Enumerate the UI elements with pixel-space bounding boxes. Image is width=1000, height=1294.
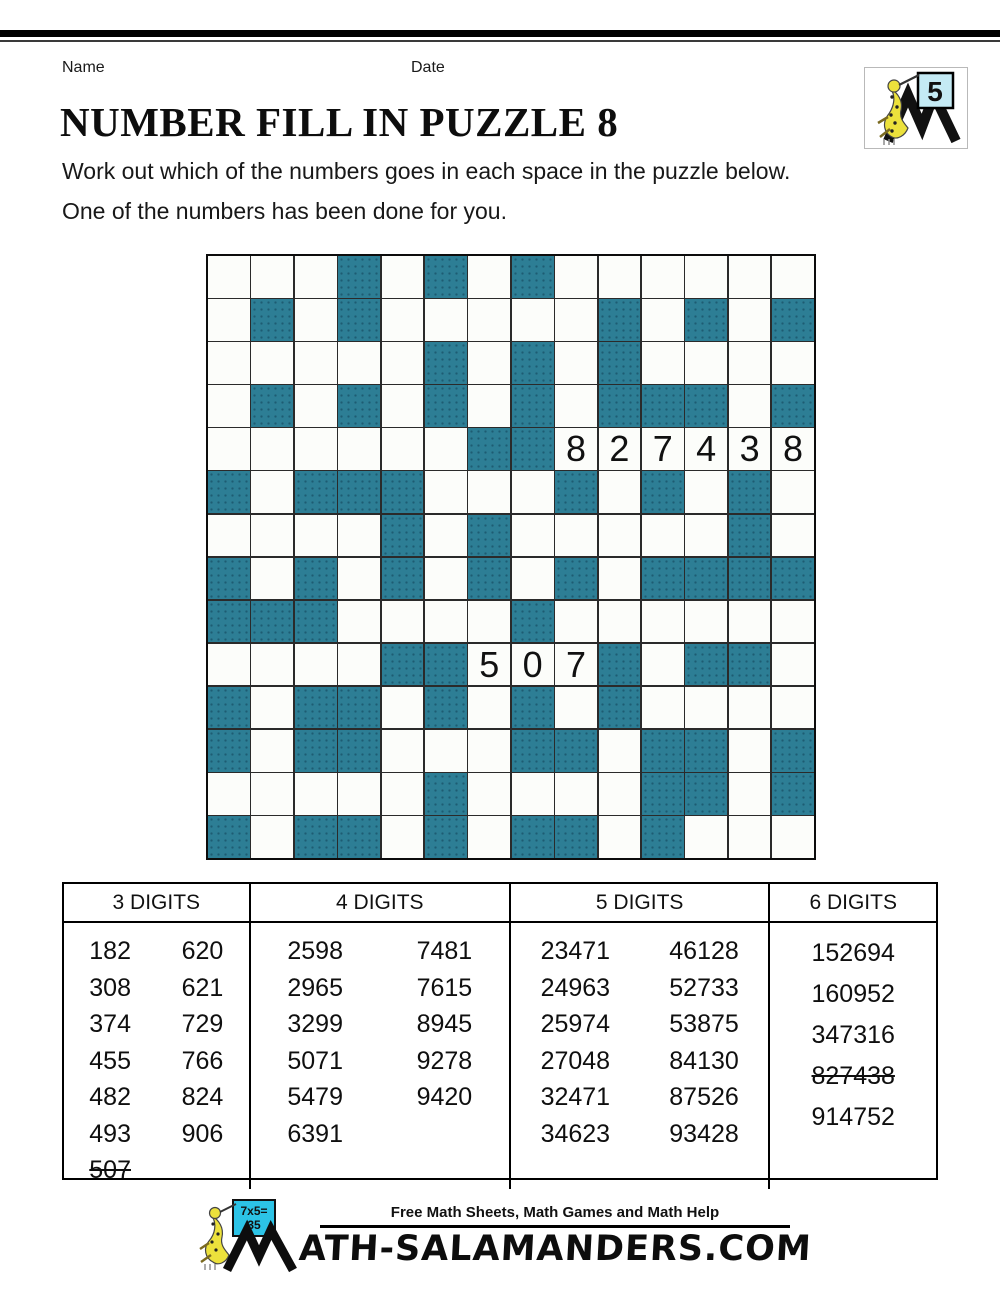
bank-sublist bbox=[251, 933, 380, 1189]
grid-cell bbox=[555, 256, 597, 298]
grid-cell bbox=[512, 471, 554, 513]
bank-number: 507 bbox=[89, 1156, 131, 1184]
footer-divider bbox=[320, 1225, 790, 1228]
grid-cell bbox=[468, 299, 510, 341]
badge-number: 5 bbox=[927, 76, 943, 107]
number-bank-body-row bbox=[64, 923, 936, 1189]
bank-column bbox=[64, 923, 249, 1189]
grid-cell: 3 bbox=[729, 428, 771, 470]
grid-cell bbox=[729, 342, 771, 384]
grid-cell-blocked bbox=[208, 601, 250, 643]
grid-cell bbox=[295, 256, 337, 298]
grid-cell bbox=[772, 644, 814, 686]
bank-number: 46128 bbox=[669, 937, 739, 965]
footer-board-line2: 35 bbox=[246, 1218, 261, 1232]
grid-cell-blocked bbox=[729, 644, 771, 686]
grid-cell-blocked bbox=[338, 299, 380, 341]
grid-cell bbox=[425, 299, 467, 341]
grid-cell bbox=[425, 471, 467, 513]
bank-number: 182 bbox=[89, 937, 131, 965]
grid-cell: 8 bbox=[772, 428, 814, 470]
grid-cell bbox=[382, 816, 424, 858]
grid-cell bbox=[251, 773, 293, 815]
grid-cell-blocked bbox=[425, 342, 467, 384]
grid-cell bbox=[382, 730, 424, 772]
bank-number: 824 bbox=[181, 1083, 224, 1111]
footer-board-line1: 7x5= bbox=[240, 1204, 268, 1218]
grid-cell bbox=[208, 256, 250, 298]
grid-cell-blocked bbox=[425, 644, 467, 686]
bank-number: 25974 bbox=[540, 1010, 611, 1038]
bank-number: 7481 bbox=[416, 937, 473, 965]
grid-cell-blocked bbox=[772, 730, 814, 772]
bank-number: 2965 bbox=[287, 973, 343, 1002]
grid-cell-blocked bbox=[512, 342, 554, 384]
grid-cell bbox=[512, 299, 554, 341]
grid-cell: 5 bbox=[468, 644, 510, 686]
grid-cell bbox=[338, 644, 380, 686]
grid-cell bbox=[295, 773, 337, 815]
date-label: Date bbox=[411, 59, 445, 76]
grid-cell-blocked bbox=[295, 601, 337, 643]
grid-cell-blocked bbox=[208, 471, 250, 513]
grid-cell-blocked bbox=[729, 471, 771, 513]
bank-number: 8945 bbox=[416, 1010, 473, 1038]
footer bbox=[0, 1198, 1000, 1274]
grid-cell bbox=[295, 385, 337, 427]
grid-cell bbox=[382, 256, 424, 298]
grid-cell bbox=[772, 342, 814, 384]
bank-number: 374 bbox=[89, 1010, 131, 1038]
bank-sublist bbox=[640, 933, 769, 1189]
bank-number: 152694 bbox=[811, 939, 895, 967]
grid-cell bbox=[295, 515, 337, 557]
grid-cell-blocked bbox=[338, 471, 380, 513]
grid-cell bbox=[468, 342, 510, 384]
grid-cell-blocked bbox=[295, 730, 337, 772]
bank-column bbox=[768, 923, 936, 1189]
grid-cell-blocked bbox=[338, 687, 380, 729]
grid-cell-blocked bbox=[512, 428, 554, 470]
grid-cell-blocked bbox=[555, 816, 597, 858]
grid-cell-blocked bbox=[338, 816, 380, 858]
grid-cell-blocked bbox=[338, 730, 380, 772]
grid-cell bbox=[382, 773, 424, 815]
bank-number: 5071 bbox=[287, 1046, 343, 1075]
bank-number: 766 bbox=[181, 1046, 224, 1075]
grid-cell bbox=[382, 687, 424, 729]
grid-cell-blocked bbox=[772, 385, 814, 427]
grid-cell-blocked bbox=[208, 558, 250, 600]
grid-cell bbox=[338, 515, 380, 557]
grid-cell bbox=[251, 342, 293, 384]
bank-number: 32471 bbox=[540, 1083, 611, 1111]
top-rule-thick bbox=[0, 30, 1000, 37]
bank-number: 2598 bbox=[287, 937, 343, 965]
grid-cell bbox=[555, 342, 597, 384]
grid-cell bbox=[729, 385, 771, 427]
grid-cell bbox=[208, 428, 250, 470]
grid-cell-blocked bbox=[642, 558, 684, 600]
puzzle-grid bbox=[206, 254, 816, 860]
bank-number: 914752 bbox=[811, 1103, 895, 1131]
grid-cell bbox=[642, 644, 684, 686]
grid-cell bbox=[729, 601, 771, 643]
grid-cell bbox=[685, 256, 727, 298]
grid-cell bbox=[772, 816, 814, 858]
grid-cell-blocked bbox=[599, 644, 641, 686]
grid-cell bbox=[468, 256, 510, 298]
grid-cell-blocked bbox=[772, 558, 814, 600]
bank-number: 24963 bbox=[540, 973, 611, 1002]
grid-cell bbox=[772, 471, 814, 513]
grid-cell bbox=[685, 601, 727, 643]
grid-cell-blocked bbox=[425, 773, 467, 815]
grid-cell-blocked bbox=[772, 773, 814, 815]
grid-cell bbox=[642, 299, 684, 341]
bank-number: 6391 bbox=[287, 1119, 343, 1148]
grid-cell bbox=[685, 816, 727, 858]
grid-cell-blocked bbox=[512, 601, 554, 643]
grid-cell-blocked bbox=[382, 471, 424, 513]
bank-sublist bbox=[64, 933, 156, 1189]
grid-cell bbox=[251, 558, 293, 600]
grid-cell bbox=[685, 342, 727, 384]
bank-number: 455 bbox=[89, 1046, 131, 1075]
bank-column-header: 5 DIGITS bbox=[509, 884, 768, 921]
footer-site-text: ATH-SALAMANDERS.COM bbox=[297, 1229, 813, 1269]
grid-cell bbox=[685, 515, 727, 557]
grid-cell-blocked bbox=[555, 558, 597, 600]
grid-cell-blocked bbox=[295, 471, 337, 513]
grid-cell-blocked bbox=[338, 256, 380, 298]
grid-cell bbox=[729, 256, 771, 298]
grid-cell bbox=[251, 816, 293, 858]
grid-cell bbox=[208, 515, 250, 557]
grid-cell-blocked bbox=[338, 385, 380, 427]
grid-cell-blocked bbox=[685, 558, 727, 600]
bank-column bbox=[509, 923, 768, 1189]
bank-number: 53875 bbox=[669, 1010, 739, 1038]
grid-cell bbox=[642, 256, 684, 298]
grid-cell bbox=[251, 256, 293, 298]
grid-cell-blocked bbox=[382, 644, 424, 686]
grid-cell bbox=[772, 256, 814, 298]
grid-cell bbox=[772, 687, 814, 729]
grid-cell bbox=[599, 471, 641, 513]
grid-cell-blocked bbox=[685, 773, 727, 815]
grid-cell-blocked bbox=[599, 687, 641, 729]
grid-cell-blocked bbox=[251, 601, 293, 643]
grid-cell bbox=[599, 730, 641, 772]
grid-cell bbox=[599, 773, 641, 815]
bank-number: 52733 bbox=[669, 973, 739, 1002]
bank-number: 9278 bbox=[416, 1046, 473, 1075]
grid-cell bbox=[425, 558, 467, 600]
grid-cell bbox=[599, 256, 641, 298]
bank-number: 3299 bbox=[287, 1010, 343, 1038]
grid-cell bbox=[382, 299, 424, 341]
grid-cell-blocked bbox=[599, 299, 641, 341]
grid-cell bbox=[382, 601, 424, 643]
bank-number: 9420 bbox=[416, 1083, 473, 1111]
grid-cell bbox=[555, 299, 597, 341]
grid-cell bbox=[468, 385, 510, 427]
page-title: NUMBER FILL IN PUZZLE 8 bbox=[60, 99, 619, 145]
grid-cell bbox=[685, 471, 727, 513]
grid-cell bbox=[208, 342, 250, 384]
grid-cell-blocked bbox=[685, 299, 727, 341]
instruction-line-1: Work out which of the numbers goes in each space in the puzzle below. bbox=[62, 158, 791, 184]
grid-cell: 0 bbox=[512, 644, 554, 686]
grid-cell bbox=[338, 773, 380, 815]
grid-cell bbox=[382, 342, 424, 384]
grid-cell bbox=[599, 816, 641, 858]
bank-number: 493 bbox=[89, 1119, 131, 1148]
grid-cell bbox=[642, 601, 684, 643]
bank-column-header: 6 DIGITS bbox=[768, 884, 936, 921]
grid-cell bbox=[295, 644, 337, 686]
bank-column bbox=[249, 923, 509, 1189]
grid-cell bbox=[251, 515, 293, 557]
grid-cell bbox=[642, 687, 684, 729]
grid-cell bbox=[468, 730, 510, 772]
grid-cell bbox=[295, 299, 337, 341]
grid-cell-blocked bbox=[208, 687, 250, 729]
grid-cell bbox=[338, 428, 380, 470]
grid-cell-blocked bbox=[382, 515, 424, 557]
grid-cell bbox=[208, 385, 250, 427]
name-label: Name bbox=[62, 59, 105, 76]
grid-cell-blocked bbox=[512, 730, 554, 772]
bank-number: 827438 bbox=[811, 1062, 895, 1090]
grid-cell bbox=[251, 644, 293, 686]
grid-cell: 8 bbox=[555, 428, 597, 470]
grid-cell bbox=[338, 558, 380, 600]
grid-cell bbox=[468, 816, 510, 858]
grid-cell bbox=[468, 471, 510, 513]
grid-cell bbox=[642, 515, 684, 557]
grid-cell bbox=[425, 730, 467, 772]
grid-cell bbox=[251, 471, 293, 513]
grid-cell-blocked bbox=[642, 730, 684, 772]
grid-cell: 2 bbox=[599, 428, 641, 470]
grid-cell-blocked bbox=[685, 730, 727, 772]
grid-cell-blocked bbox=[729, 515, 771, 557]
bank-number: 7615 bbox=[416, 973, 473, 1002]
grid-cell-blocked bbox=[642, 385, 684, 427]
instruction-line-2: One of the numbers has been done for you. bbox=[62, 198, 507, 224]
grid-cell: 4 bbox=[685, 428, 727, 470]
salamander-badge-logo bbox=[864, 67, 968, 149]
grid-cell bbox=[468, 601, 510, 643]
grid-cell bbox=[729, 730, 771, 772]
grid-cell bbox=[642, 342, 684, 384]
grid-cell bbox=[772, 515, 814, 557]
grid-cell-blocked bbox=[642, 773, 684, 815]
grid-cell-blocked bbox=[208, 816, 250, 858]
grid-cell bbox=[729, 816, 771, 858]
grid-cell-blocked bbox=[425, 816, 467, 858]
grid-cell-blocked bbox=[642, 816, 684, 858]
bank-number: 23471 bbox=[540, 937, 611, 965]
grid-cell bbox=[425, 601, 467, 643]
number-bank-table bbox=[62, 882, 938, 1184]
grid-cell-blocked bbox=[295, 687, 337, 729]
grid-cell bbox=[251, 687, 293, 729]
bank-sublist bbox=[156, 933, 248, 1189]
grid-cell bbox=[555, 687, 597, 729]
grid-cell-blocked bbox=[251, 299, 293, 341]
number-bank-header-row bbox=[64, 884, 936, 923]
bank-number: 308 bbox=[89, 973, 131, 1002]
grid-cell bbox=[251, 730, 293, 772]
grid-cell bbox=[338, 601, 380, 643]
grid-cell bbox=[729, 687, 771, 729]
grid-cell-blocked bbox=[468, 428, 510, 470]
bank-sublist bbox=[380, 933, 509, 1189]
bank-number: 27048 bbox=[540, 1046, 611, 1075]
bank-number: 84130 bbox=[669, 1046, 739, 1075]
grid-cell bbox=[468, 687, 510, 729]
grid-cell-blocked bbox=[468, 515, 510, 557]
bank-number: 160952 bbox=[811, 980, 895, 1008]
grid-cell-blocked bbox=[512, 256, 554, 298]
grid-cell-blocked bbox=[208, 730, 250, 772]
grid-cell-blocked bbox=[468, 558, 510, 600]
bank-sublist bbox=[511, 933, 640, 1189]
bank-sublist bbox=[811, 933, 894, 1189]
grid-cell-blocked bbox=[555, 471, 597, 513]
grid-cell-blocked bbox=[642, 471, 684, 513]
footer-salamander-logo bbox=[189, 1198, 309, 1274]
grid-cell bbox=[251, 428, 293, 470]
grid-cell bbox=[729, 299, 771, 341]
grid-cell bbox=[555, 515, 597, 557]
grid-cell bbox=[772, 601, 814, 643]
bank-column-header: 4 DIGITS bbox=[249, 884, 509, 921]
grid-cell bbox=[295, 428, 337, 470]
grid-cell-blocked bbox=[425, 256, 467, 298]
footer-tagline: Free Math Sheets, Math Games and Math Help bbox=[390, 1204, 720, 1221]
bank-number: 87526 bbox=[669, 1083, 739, 1111]
grid-cell-blocked bbox=[382, 558, 424, 600]
grid-cell bbox=[295, 342, 337, 384]
grid-cell-blocked bbox=[685, 385, 727, 427]
grid-cell bbox=[685, 687, 727, 729]
grid-cell-blocked bbox=[555, 730, 597, 772]
grid-cell bbox=[599, 558, 641, 600]
grid-cell bbox=[599, 601, 641, 643]
grid-cell-blocked bbox=[251, 385, 293, 427]
grid-cell-blocked bbox=[295, 816, 337, 858]
bank-number: 34623 bbox=[540, 1119, 611, 1148]
top-rule-thin bbox=[0, 40, 1000, 42]
grid-cell bbox=[555, 601, 597, 643]
bank-number: 729 bbox=[181, 1010, 224, 1038]
grid-cell bbox=[599, 515, 641, 557]
bank-number: 5479 bbox=[287, 1083, 343, 1111]
grid-cell bbox=[555, 773, 597, 815]
grid-cell-blocked bbox=[512, 687, 554, 729]
grid-cell-blocked bbox=[425, 687, 467, 729]
bank-column-header: 3 DIGITS bbox=[112, 890, 201, 914]
grid-cell bbox=[208, 299, 250, 341]
grid-cell bbox=[208, 773, 250, 815]
grid-cell-blocked bbox=[772, 299, 814, 341]
grid-cell bbox=[468, 773, 510, 815]
grid-cell bbox=[512, 515, 554, 557]
grid-cell bbox=[338, 342, 380, 384]
grid-cell bbox=[208, 644, 250, 686]
grid-cell bbox=[555, 385, 597, 427]
grid-cell bbox=[382, 428, 424, 470]
grid-cell-blocked bbox=[685, 644, 727, 686]
bank-number: 347316 bbox=[811, 1021, 895, 1049]
grid-cell-blocked bbox=[729, 558, 771, 600]
grid-cell-blocked bbox=[425, 385, 467, 427]
bank-number: 93428 bbox=[669, 1119, 739, 1148]
grid-cell-blocked bbox=[599, 342, 641, 384]
grid-cell-blocked bbox=[599, 385, 641, 427]
grid-cell bbox=[729, 773, 771, 815]
bank-number: 621 bbox=[181, 973, 224, 1002]
grid-cell bbox=[512, 773, 554, 815]
grid-cell: 7 bbox=[642, 428, 684, 470]
grid-cell bbox=[425, 428, 467, 470]
bank-number: 620 bbox=[181, 937, 224, 965]
grid-cell: 7 bbox=[555, 644, 597, 686]
grid-cell-blocked bbox=[295, 558, 337, 600]
grid-cell bbox=[382, 385, 424, 427]
grid-cell-blocked bbox=[512, 385, 554, 427]
bank-number: 482 bbox=[89, 1083, 131, 1111]
bank-number: 906 bbox=[181, 1119, 224, 1148]
grid-cell bbox=[425, 515, 467, 557]
grid-cell-blocked bbox=[512, 816, 554, 858]
grid-cell bbox=[512, 558, 554, 600]
